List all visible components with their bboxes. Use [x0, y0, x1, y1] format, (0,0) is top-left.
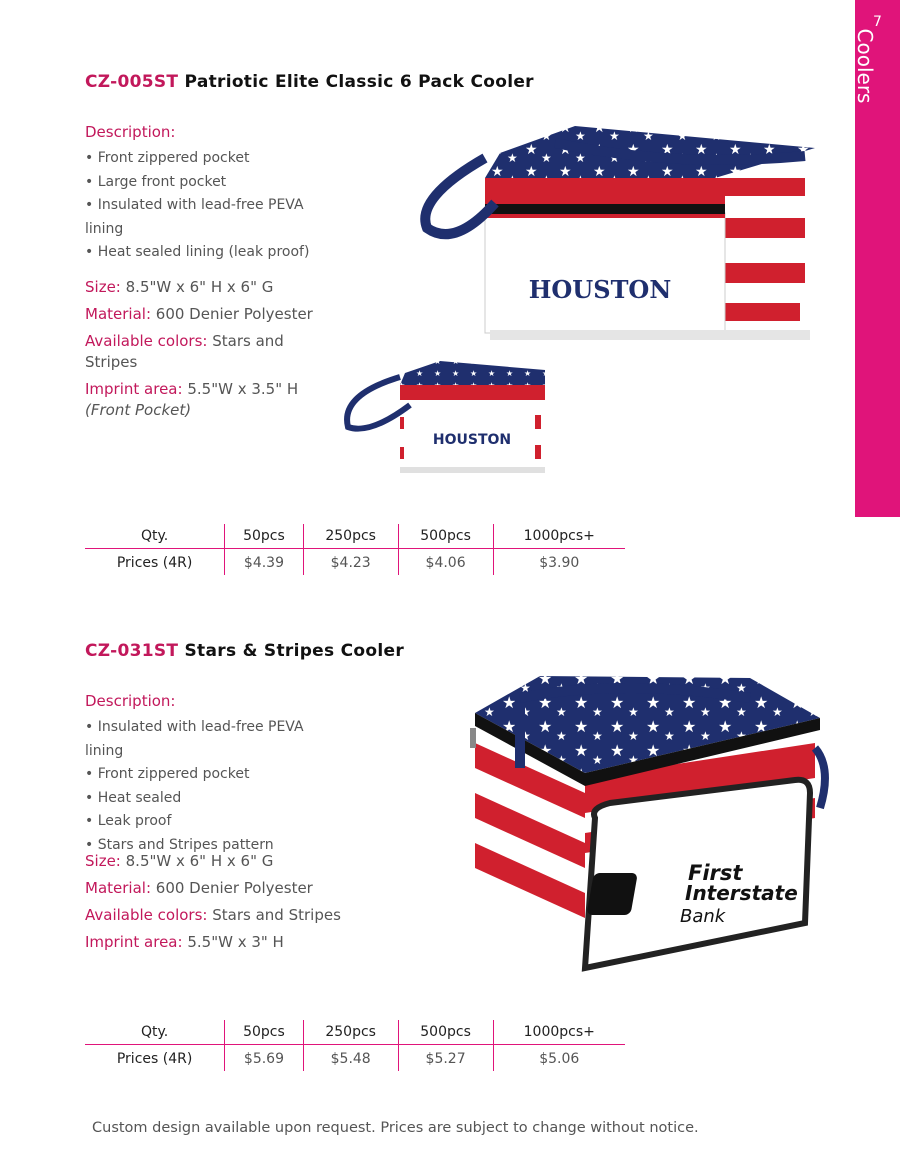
category-side-tab: [855, 0, 900, 517]
product-description: [85, 123, 345, 265]
spec-size: [85, 851, 345, 872]
spec-value: 600 Denier Polyester: [155, 879, 313, 897]
feature-list: [85, 147, 345, 265]
spec-material: [85, 878, 345, 899]
spec-size: [85, 277, 315, 298]
feature-item: • Heat sealed lining (leak proof): [85, 241, 345, 265]
price-cell: $3.90: [493, 549, 625, 576]
product-name: Stars & Stripes Cooler: [184, 641, 405, 661]
product-specs: [85, 277, 315, 427]
spec-label: Available colors:: [85, 906, 208, 924]
spec-colors: [85, 905, 345, 926]
feature-item: • Large front pocket: [85, 171, 345, 195]
price-table: [85, 524, 625, 575]
spec-value: 8.5"W x 6" H x 6" G: [125, 278, 274, 296]
page-number: 7: [873, 14, 882, 30]
feature-item: • Front zippered pocket: [85, 763, 345, 787]
product-specs: [85, 851, 345, 959]
price-cell: $5.06: [493, 1045, 625, 1072]
qty-column: 250pcs: [303, 524, 398, 549]
price-table: [85, 1020, 625, 1071]
spec-label: Size:: [85, 278, 121, 296]
price-row-label: Prices (4R): [116, 1051, 193, 1067]
qty-column: 1000pcs+: [493, 1020, 625, 1045]
imprint-logo-text: HOUSTON: [528, 275, 672, 304]
category-title: Coolers: [853, 28, 877, 104]
product-image-small: [340, 355, 560, 480]
product-title: [85, 72, 534, 92]
qty-column: 50pcs: [225, 1020, 304, 1045]
spec-value: 5.5"W x 3.5" H: [187, 380, 299, 398]
spec-label: Material:: [85, 879, 151, 897]
spec-value: Stars and Stripes: [85, 332, 284, 371]
price-cell: $4.06: [398, 549, 493, 576]
spec-label: Size:: [85, 852, 121, 870]
spec-value: 8.5"W x 6" H x 6" G: [125, 852, 274, 870]
feature-list: [85, 716, 345, 858]
description-heading: Description:: [85, 123, 176, 141]
price-cell: $5.69: [225, 1045, 304, 1072]
spec-colors: [85, 331, 315, 373]
feature-item: • Leak proof: [85, 810, 345, 834]
feature-item: • Stars and Stripes pattern: [85, 834, 345, 858]
price-cell: $4.39: [225, 549, 304, 576]
spec-imprint: [85, 932, 345, 953]
spec-label: Imprint area:: [85, 933, 183, 951]
footer-note: Custom design available upon request. Prices are subject to change without notice.: [92, 1120, 699, 1136]
price-cell: $5.27: [398, 1045, 493, 1072]
product-name: Patriotic Elite Classic 6 Pack Cooler: [184, 72, 534, 92]
product-image-large: [415, 118, 825, 358]
product-code: CZ-005ST: [85, 72, 179, 92]
product-image: [460, 668, 835, 1003]
feature-item: • Front zippered pocket: [85, 147, 345, 171]
table-row: [85, 549, 625, 576]
product-title: [85, 641, 404, 661]
spec-label: Available colors:: [85, 332, 208, 350]
imprint-logo-text: HOUSTON: [432, 432, 512, 448]
qty-column: 500pcs: [398, 1020, 493, 1045]
qty-column: 1000pcs+: [493, 524, 625, 549]
description-heading: Description:: [85, 692, 176, 710]
feature-item: • Heat sealed: [85, 787, 345, 811]
spec-imprint: [85, 379, 315, 421]
qty-column: 250pcs: [303, 1020, 398, 1045]
table-row: [85, 1045, 625, 1072]
spec-label: Imprint area:: [85, 380, 183, 398]
price-row-label: Prices (4R): [116, 555, 193, 571]
spec-value: 600 Denier Polyester: [155, 305, 313, 323]
spec-value: Stars and Stripes: [212, 906, 341, 924]
imprint-logo-line: Bank: [680, 906, 726, 927]
feature-item: • Insulated with lead-free PEVA lining: [85, 194, 345, 241]
spec-label: Material:: [85, 305, 151, 323]
qty-header: Qty.: [85, 1020, 225, 1045]
spec-value: 5.5"W x 3" H: [187, 933, 284, 951]
product-code: CZ-031ST: [85, 641, 179, 661]
imprint-logo-line: Interstate: [685, 881, 798, 905]
price-cell: $5.48: [303, 1045, 398, 1072]
price-cell: $4.23: [303, 549, 398, 576]
product-description: [85, 692, 345, 858]
qty-header: Qty.: [85, 524, 225, 549]
feature-item: • Insulated with lead-free PEVA lining: [85, 716, 345, 763]
qty-column: 50pcs: [225, 524, 304, 549]
imprint-logo-line: First: [688, 861, 743, 885]
qty-column: 500pcs: [398, 524, 493, 549]
spec-material: [85, 304, 315, 325]
imprint-note: (Front Pocket): [85, 401, 192, 419]
